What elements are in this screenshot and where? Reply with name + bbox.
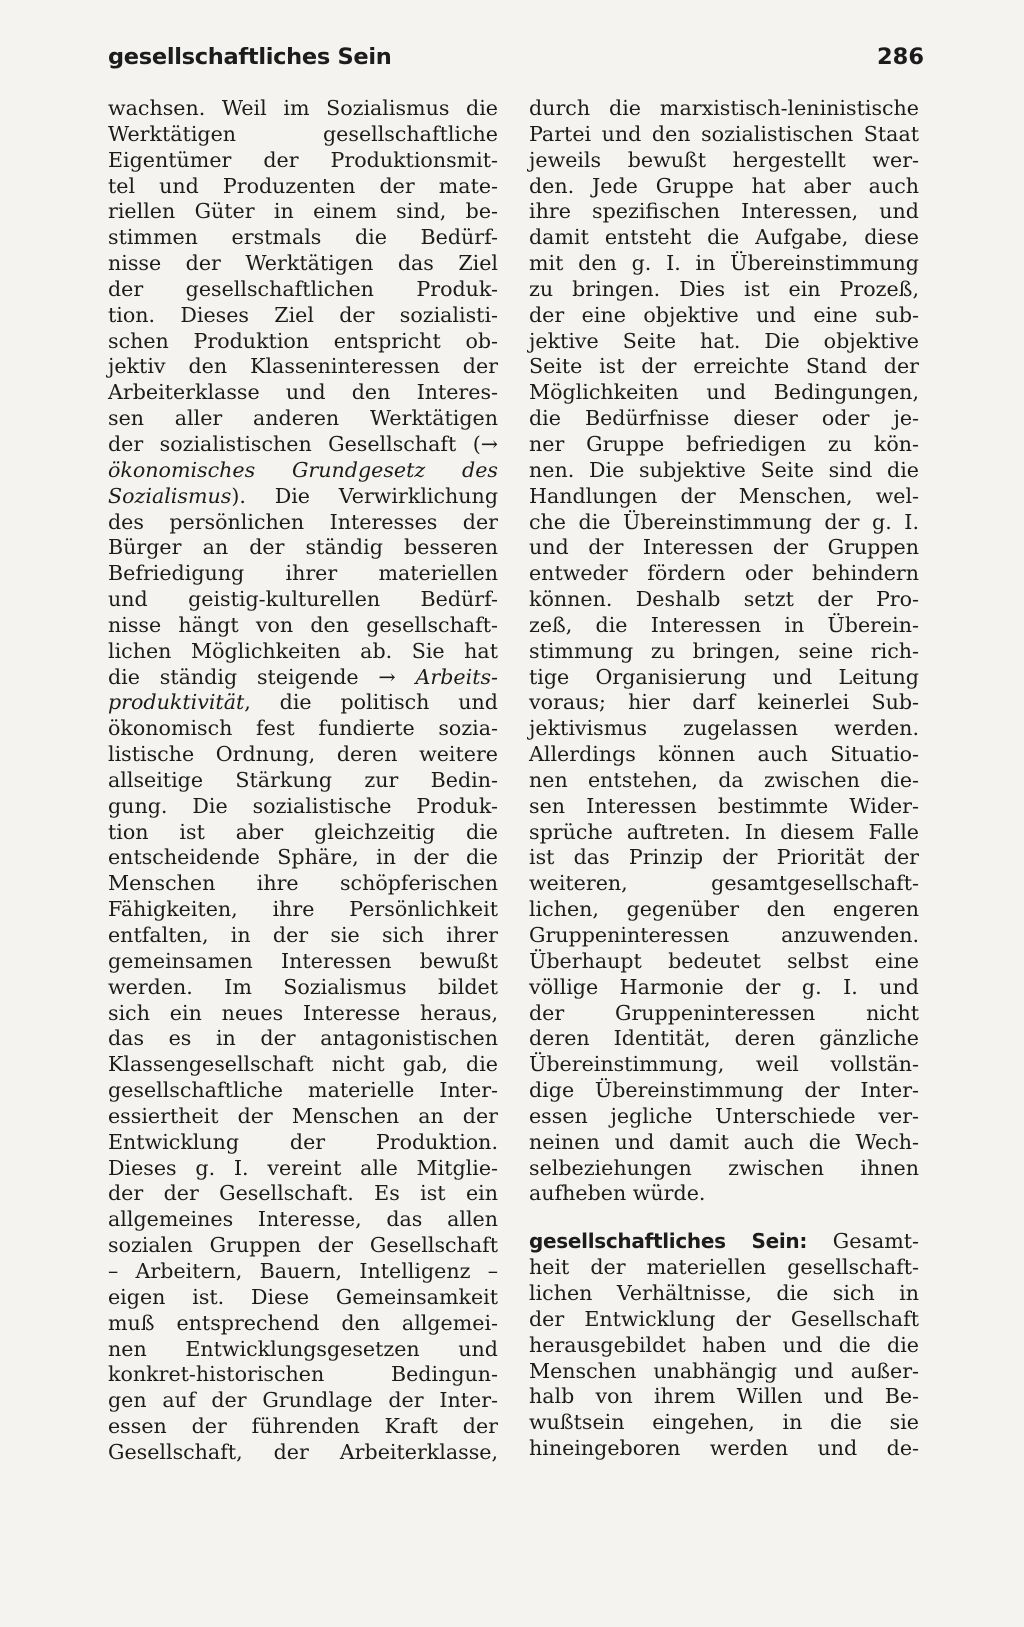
text-line: gemeinsamen Interessen bewußt (108, 948, 498, 973)
text-line: heit der materiellen gesellschaft- (529, 1255, 919, 1280)
text-line: che die Übereinstimmung der g. I. (529, 509, 919, 534)
text-line: essen der führenden Kraft der (108, 1414, 498, 1439)
text-line: nen Entwicklungsgesetzen und (108, 1336, 498, 1361)
text-line: riellen Güter in einem sind, be- (108, 199, 498, 224)
text-line-italic (108, 458, 498, 484)
text-line: Dieses g. I. vereint alle Mitglie- (108, 1155, 498, 1180)
text-line: dige Übereinstimmung der Inter- (529, 1078, 919, 1103)
text-line: völlige Harmonie der g. I. und (529, 974, 919, 999)
entry-first-line (529, 1229, 919, 1255)
entry-separator (529, 1207, 919, 1229)
text-line-mixed (108, 690, 498, 716)
text-line: gung. Die sozialistische Produk- (108, 793, 498, 818)
text-line: wachsen. Weil im Sozialismus die (108, 96, 498, 120)
text-line: der der Gesellschaft. Es ist ein (108, 1181, 498, 1206)
text-line: durch die marxistisch-leninistische (529, 96, 919, 120)
entry-term: gesellschaftliches Sein: (529, 1229, 808, 1254)
text-line: mit den g. I. in Übereinstimmung (529, 251, 919, 276)
text-line: hineingeboren werden und de- (529, 1436, 919, 1461)
text-line: entfalten, in der sie sich ihrer (108, 923, 498, 947)
text-line: eigen ist. Diese Gemeinsamkeit (108, 1284, 498, 1309)
text-line: allseitige Stärkung zur Bedin- (108, 767, 498, 792)
text-line: nisse der Werktätigen das Ziel (108, 251, 498, 276)
left-column (108, 96, 498, 1466)
text-line: Arbeiterklasse und den Interes- (108, 380, 498, 405)
text-line: Menschen ihre schöpferischen (108, 871, 498, 896)
text-line-mixed (108, 484, 498, 510)
text-fragment: die ständig steigende → (108, 664, 416, 689)
text-line: sprüche auftreten. In diesem Falle (529, 819, 919, 844)
text-line: Menschen unabhängig und außer- (529, 1358, 919, 1383)
text-fragment: Gesamt- (807, 1229, 919, 1254)
text-line: halb von ihrem Willen und Be- (529, 1384, 919, 1409)
text-line: Klassengesellschaft nicht gab, die (108, 1052, 498, 1077)
text-line: Übereinstimmung, weil vollstän- (529, 1052, 919, 1077)
text-line: Überhaupt bedeutet selbst eine (529, 948, 919, 973)
text-line: voraus; hier darf keinerlei Sub- (529, 690, 919, 715)
text-line: den. Jede Gruppe hat aber auch (529, 173, 919, 198)
text-line: Allerdings können auch Situatio- (529, 742, 919, 767)
text-line: selbeziehungen zwischen ihnen (529, 1155, 919, 1180)
cross-reference-italic: produktivität (108, 690, 245, 715)
text-line: essiertheit der Menschen an der (108, 1103, 498, 1128)
cross-reference-italic: Sozialismus (108, 483, 232, 508)
text-line: der sozialistischen Gesellschaft (→ (108, 431, 498, 456)
text-line: listische Ordnung, deren weitere (108, 742, 498, 767)
text-line: Partei und den sozialistischen Staat (529, 121, 919, 146)
text-line: des persönlichen Interesses der (108, 509, 498, 534)
text-line: stimmen erstmals die Bedürf- (108, 225, 498, 250)
text-line: essen jegliche Unterschiede ver- (529, 1103, 919, 1128)
text-line: und geistig-kulturellen Bedürf- (108, 587, 498, 612)
text-line-mixed (108, 665, 498, 691)
text-line: Gruppeninteressen anzuwenden. (529, 923, 919, 947)
text-line: konkret-historischen Bedingun- (108, 1362, 498, 1387)
text-line: herausgebildet haben und die die (529, 1332, 919, 1357)
text-line: das es in der antagonistischen (108, 1026, 498, 1051)
text-line: Seite ist der erreichte Stand der (529, 354, 919, 379)
text-line: Bürger an der ständig besseren (108, 535, 498, 560)
text-line: entweder fördern oder behindern (529, 561, 919, 586)
text-line: zu bringen. Dies ist ein Prozeß, (529, 276, 919, 301)
text-line: Eigentümer der Produktionsmit- (108, 147, 498, 172)
running-head: gesellschaftliches Sein (108, 44, 392, 70)
text-line: sich ein neues Interesse heraus, (108, 1000, 498, 1025)
text-fragment: ). Die Verwirklichung (231, 483, 498, 508)
text-line: lichen, gegenüber den engeren (529, 897, 919, 922)
text-line: der eine objektive und eine sub- (529, 302, 919, 327)
text-line: nen. Die subjektive Seite sind die (529, 457, 919, 482)
text-line: sen Interessen bestimmte Wider- (529, 793, 919, 818)
text-line: muß entsprechend den allgemei- (108, 1310, 498, 1335)
text-line: der gesellschaftlichen Produk- (108, 276, 498, 301)
text-fragment: , die politisch und (244, 690, 498, 715)
cross-reference-italic: Arbeits- (415, 664, 498, 689)
text-line: damit entsteht die Aufgabe, diese (529, 225, 919, 250)
text-line: und der Interessen der Gruppen (529, 535, 919, 560)
text-line: wußtsein eingehen, in die sie (529, 1410, 919, 1435)
text-line: allgemeines Interesse, das allen (108, 1207, 498, 1232)
text-line: Möglichkeiten und Bedingungen, (529, 380, 919, 405)
text-line: schen Produktion entspricht ob- (108, 328, 498, 353)
text-line: gen auf der Grundlage der Inter- (108, 1388, 498, 1413)
text-line: weiteren, gesamtgesellschaft- (529, 871, 919, 896)
text-line: ökonomisch fest fundierte sozia- (108, 716, 498, 741)
page-number: 286 (877, 44, 924, 70)
text-line: tel und Produzenten der mate- (108, 173, 498, 198)
text-line: tion. Dieses Ziel der sozialisti- (108, 302, 498, 327)
text-line: lichen Möglichkeiten ab. Sie hat (108, 638, 498, 663)
text-line: tion ist aber gleichzeitig die (108, 819, 498, 844)
right-column (529, 96, 919, 1462)
text-line: sozialen Gruppen der Gesellschaft (108, 1233, 498, 1258)
text-line: sen aller anderen Werktätigen (108, 406, 498, 431)
text-line: Werktätigen gesellschaftliche (108, 121, 498, 146)
text-line: Fähigkeiten, ihre Persönlichkeit (108, 897, 498, 922)
text-line: können. Deshalb setzt der Pro- (529, 587, 919, 612)
text-line: jektivismus zugelassen werden. (529, 716, 919, 741)
text-line: Gesellschaft, der Arbeiterklasse, (108, 1439, 498, 1464)
text-line: – Arbeitern, Bauern, Intelligenz – (108, 1258, 498, 1283)
text-line: der Entwicklung der Gesellschaft (529, 1306, 919, 1331)
text-line: jektiv den Klasseninteressen der (108, 354, 498, 379)
text-line: ist das Prinzip der Priorität der (529, 845, 919, 870)
text-line: entscheidende Sphäre, in der die (108, 845, 498, 870)
text-line: aufheben würde. (529, 1181, 706, 1206)
text-line: nen entstehen, da zwischen die- (529, 767, 919, 792)
text-line: Handlungen der Menschen, wel- (529, 483, 919, 508)
text-line: gesellschaftliche materielle Inter- (108, 1078, 498, 1103)
text-line: lichen Verhältnisse, die sich in (529, 1280, 919, 1305)
text-line: jeweils bewußt hergestellt wer- (529, 147, 919, 172)
text-line: Befriedigung ihrer materiellen (108, 561, 498, 586)
text-line: zeß, die Interessen in Überein- (529, 612, 919, 637)
text-line: jektive Seite hat. Die objektive (529, 328, 919, 353)
text-line: neinen und damit auch die Wech- (529, 1129, 919, 1154)
text-line: die Bedürfnisse dieser oder je- (529, 406, 919, 431)
cross-reference-italic: ökonomisches Grundgesetz des (108, 457, 498, 482)
text-line: ner Gruppe befriedigen zu kön- (529, 431, 919, 456)
text-line: stimmung zu bringen, seine rich- (529, 638, 919, 663)
text-line: deren Identität, deren gänzliche (529, 1026, 919, 1051)
text-line: werden. Im Sozialismus bildet (108, 974, 498, 999)
text-line: ihre spezifischen Interessen, und (529, 199, 919, 224)
text-line: der Gruppeninteressen nicht (529, 1000, 919, 1025)
text-line: tige Organisierung und Leitung (529, 664, 919, 689)
text-line: Entwicklung der Produktion. (108, 1129, 498, 1154)
text-line: nisse hängt von den gesellschaft- (108, 612, 498, 637)
